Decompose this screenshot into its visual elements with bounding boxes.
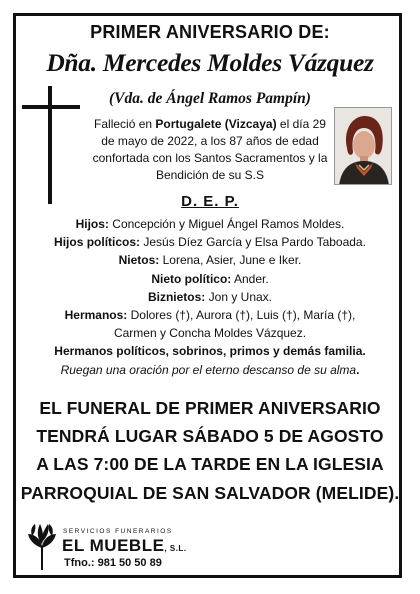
funeral-line: TENDRÁ LUGAR SÁBADO 5 DE AGOSTO [36, 426, 384, 447]
death-notice-text: Falleció en Portugalete (Vizcaya) el día 29 de mayo de 2022, a los 87 años de edad confortada con los Santos Sacramentos y la Bendición de su S.S [92, 117, 328, 182]
phone-number: Tfno.: 981 50 50 89 [64, 557, 162, 569]
family-row-hijos: Hijos: Concepción y Miguel Ángel Ramos Moldes. [75, 217, 345, 231]
deceased-name: Dña. Mercedes Moldes Vázquez [46, 48, 374, 77]
funeral-line: A LAS 7:00 DE LA TARDE EN LA IGLESIA [36, 454, 384, 475]
family-row-hijos-politicos: Hijos políticos: Jesús Díez García y Elsa Pardo Taboada. [54, 235, 366, 250]
family-row-nietos: Nietos: Lorena, Asier, June e Iker. [118, 253, 302, 268]
prayer-line: Ruegan una oración por el eterno descanso de su alma. [60, 362, 360, 377]
funeral-line: PARROQUIAL DE SAN SALVADOR (MELIDE). [20, 482, 400, 503]
tree-logo-icon [26, 520, 58, 570]
portrait-photo [334, 107, 392, 185]
brand-name: EL MUEBLE, S.L. [62, 536, 187, 555]
family-list [24, 215, 396, 379]
funeral-home-logo [26, 520, 216, 574]
funeral-announcement [0, 394, 420, 507]
funeral-line: EL FUNERAL DE PRIMER ANIVERSARIO [39, 398, 381, 418]
family-row-hermanos-cont: Carmen y Concha Moldes Vázquez. [113, 326, 307, 341]
anniversary-heading: PRIMER ANIVERSARIO DE: [90, 22, 330, 42]
family-row-nieto-politico: Nieto político: Ander. [151, 271, 269, 286]
dep-heading: D. E. P. [181, 193, 239, 210]
cross-icon [22, 86, 82, 206]
family-row-hermanos: Hermanos: Dolores (†), Aurora (†), Luis (†), María (†), [64, 308, 356, 323]
services-label: SERVICIOS FUNERARIOS [63, 528, 173, 535]
relatives-line: Hermanos políticos, sobrinos, primos y demás familia. [54, 344, 366, 359]
family-row-biznietos: Biznietos: Jon y Unax. [147, 289, 273, 304]
widow-of: (Vda. de Ángel Ramos Pampín) [109, 90, 311, 107]
